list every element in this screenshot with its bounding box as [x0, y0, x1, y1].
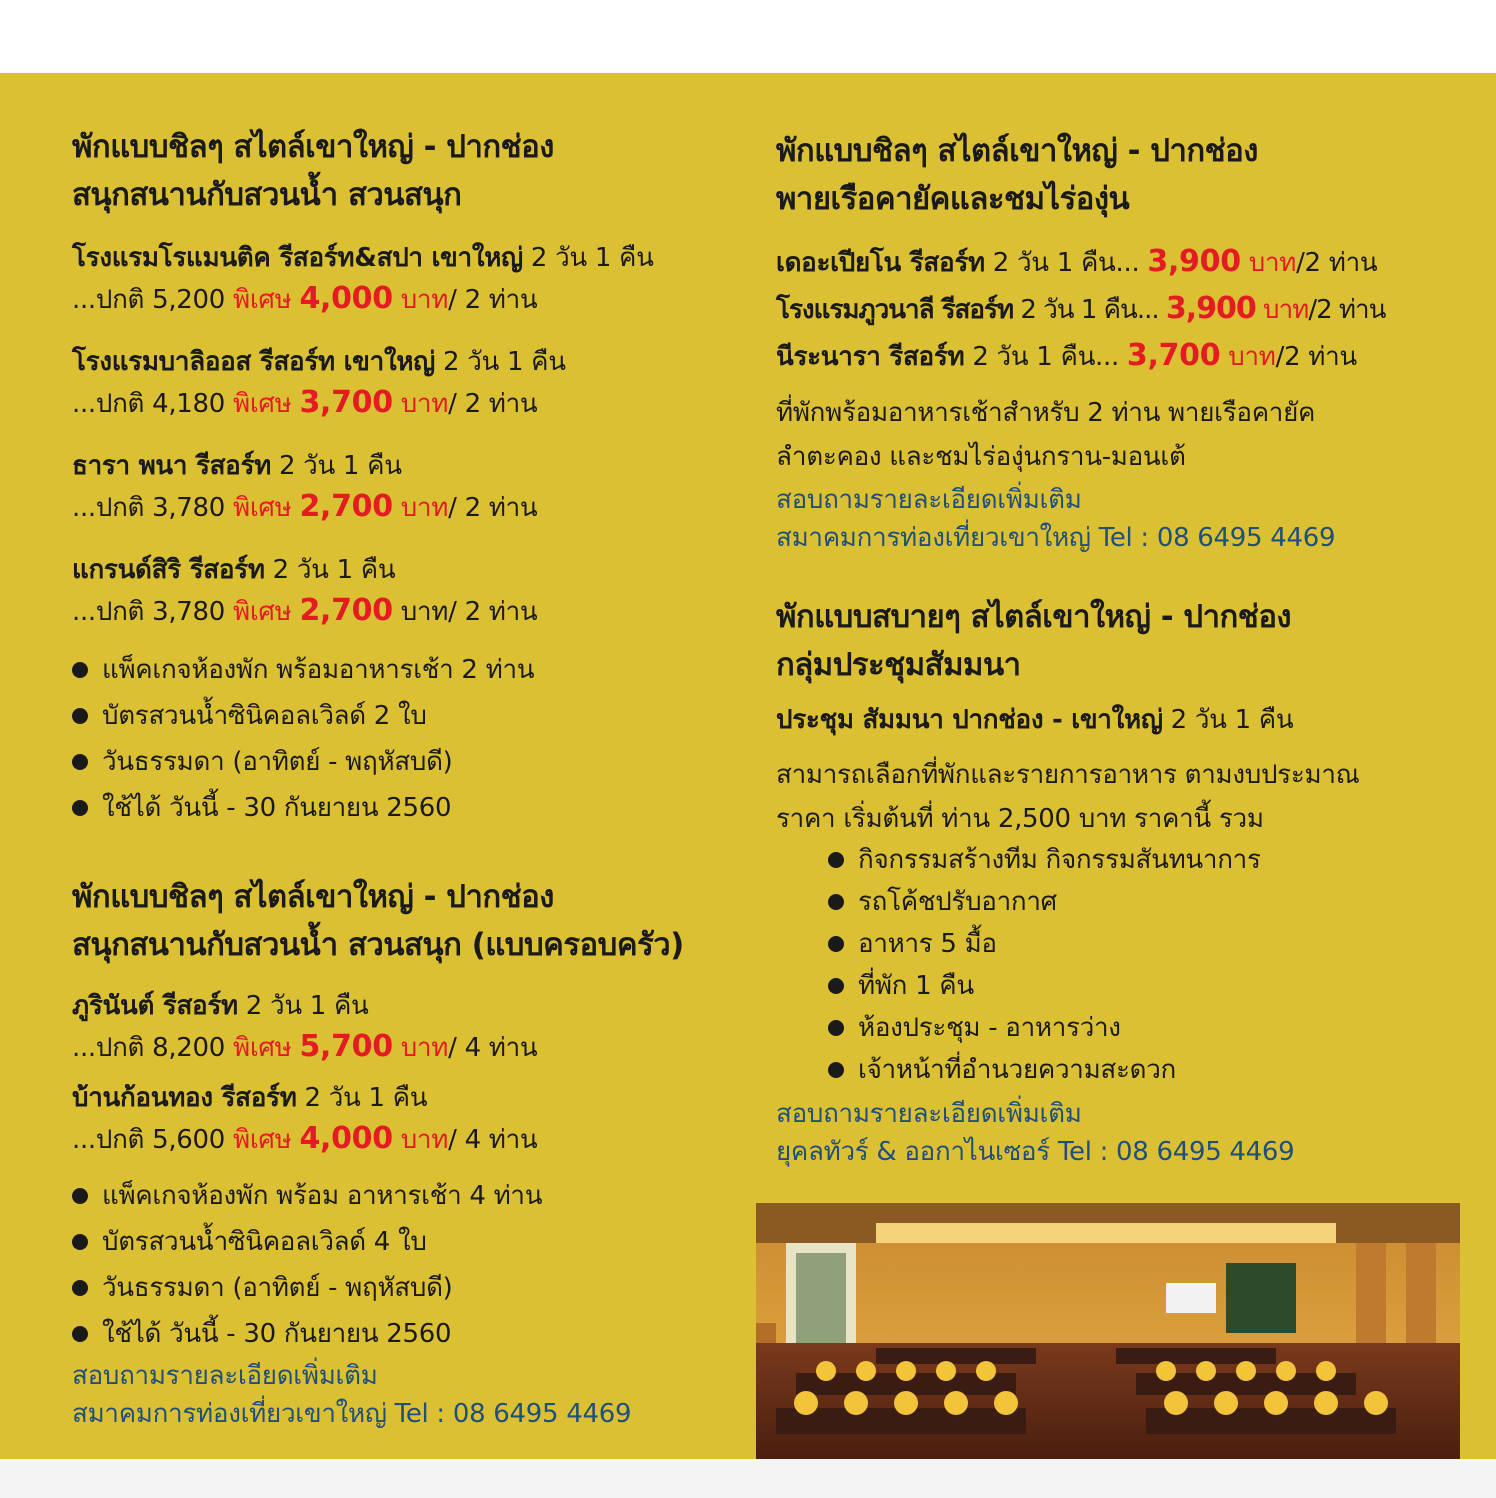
section-subtitle: สนุกสนานกับสวนน้ำ สวนสนุก — [72, 177, 462, 213]
normal-price: ...ปกติ 3,780 — [72, 597, 233, 627]
bottom-strip — [0, 1459, 1496, 1498]
list-item: รถโค้ชปรับอากาศ — [828, 881, 1261, 923]
special-label: พิเศษ — [233, 389, 300, 419]
stay-duration: 2 วัน 1 คืน — [264, 555, 396, 585]
hotel-name: นีระนารา รีสอร์ท — [776, 342, 965, 372]
section-subtitle: กลุ่มประชุมสัมมนา — [776, 647, 1021, 683]
stay-duration: 2 วัน 1 คืน — [271, 451, 402, 481]
contact-block — [776, 481, 1335, 557]
hotel-name: ภูรินันต์ รีสอร์ท — [72, 991, 238, 1021]
normal-price: ...ปกติ 3,780 — [72, 493, 233, 523]
bullet-icon — [72, 800, 88, 816]
section-title: พักแบบชิลๆ สไตล์เขาใหญ่ - ปากช่อง — [72, 129, 554, 165]
price-unit: บาท — [392, 597, 449, 627]
normal-price: ...ปกติ 8,200 — [72, 1033, 233, 1063]
hotel-offer — [776, 286, 1385, 333]
promo-panel — [0, 73, 1496, 1459]
special-label: พิเศษ — [233, 285, 300, 315]
special-label: พิเศษ — [233, 493, 300, 523]
hotel-offer — [776, 239, 1385, 286]
price-per: / 4 ท่าน — [448, 1125, 538, 1155]
stay-duration: 2 วัน 1 คืน — [296, 1083, 428, 1113]
contact-block — [776, 1095, 1294, 1171]
seminar-headline — [776, 699, 1293, 741]
price-unit: บาท — [392, 285, 449, 315]
bullet-icon — [828, 1062, 844, 1078]
hotel-offer — [72, 549, 537, 632]
special-price: 2,700 — [299, 489, 393, 524]
hotel-price-list — [776, 239, 1385, 380]
contact-phone[interactable]: สมาคมการท่องเที่ยวเขาใหญ่ Tel : 08 6495 4469 — [776, 523, 1336, 553]
price-unit: บาท — [1255, 295, 1309, 325]
bullet-icon — [828, 978, 844, 994]
price-per: / 2 ท่าน — [448, 597, 538, 627]
description-line: สามารถเลือกที่พักและรายการอาหาร ตามงบประมาณ — [776, 760, 1360, 790]
list-item: แพ็คเกจห้องพัก พร้อมอาหารเช้า 2 ท่าน — [72, 647, 534, 693]
price-unit: บาท — [392, 1033, 449, 1063]
special-price: 3,700 — [299, 385, 393, 420]
list-item: แพ็คเกจห้องพัก พร้อม อาหารเช้า 4 ท่าน — [72, 1173, 542, 1219]
package-description — [776, 391, 1315, 479]
contact-heading: สอบถามรายละเอียดเพิ่มเติม — [776, 1099, 1082, 1129]
stay-duration: 2 วัน 1 คืน... — [1013, 295, 1166, 325]
contact-heading: สอบถามรายละเอียดเพิ่มเติม — [776, 485, 1082, 515]
bullet-icon — [72, 1234, 88, 1250]
normal-price: ...ปกติ 5,600 — [72, 1125, 233, 1155]
price-per: / 2 ท่าน — [448, 389, 538, 419]
stay-duration: 2 วัน 1 คืน — [1162, 705, 1294, 735]
description-line: ราคา เริ่มต้นที่ ท่าน 2,500 บาท ราคานี้ รวม — [776, 804, 1264, 834]
list-item: ห้องประชุม - อาหารว่าง — [828, 1007, 1261, 1049]
section-subtitle: พายเรือคายัคและชมไร่องุ่น — [776, 181, 1130, 217]
stay-duration: 2 วัน 1 คืน — [522, 243, 654, 273]
price-unit: บาท — [1240, 248, 1297, 278]
special-label: พิเศษ — [233, 597, 300, 627]
section-title: พักแบบชิลๆ สไตล์เขาใหญ่ - ปากช่อง — [72, 879, 554, 915]
price-unit: บาท — [1220, 342, 1276, 372]
bullet-icon — [72, 1280, 88, 1296]
section-subtitle: สนุกสนานกับสวนน้ำ สวนสนุก (แบบครอบครัว) — [72, 927, 684, 963]
special-label: พิเศษ — [233, 1125, 300, 1155]
contact-block — [72, 1357, 631, 1433]
normal-price: ...ปกติ 5,200 — [72, 285, 233, 315]
list-item: บัตรสวนน้ำซินิคอลเวิลด์ 4 ใบ — [72, 1219, 542, 1265]
package-bullets — [72, 1173, 542, 1357]
price-per: /2 ท่าน — [1275, 342, 1357, 372]
special-price: 3,900 — [1165, 291, 1256, 326]
normal-price: ...ปกติ 4,180 — [72, 389, 233, 419]
bullet-icon — [72, 708, 88, 724]
contact-phone[interactable]: สมาคมการท่องเที่ยวเขาใหญ่ Tel : 08 6495 4469 — [72, 1399, 632, 1429]
seminar-bullets — [828, 839, 1261, 1091]
hotel-offer — [776, 333, 1385, 380]
bullet-icon — [72, 1188, 88, 1204]
list-item: ใช้ได้ วันนี้ - 30 กันยายน 2560 — [72, 1311, 542, 1357]
stay-duration: 2 วัน 1 คืน... — [984, 248, 1148, 278]
contact-phone[interactable]: ยุคลทัวร์ & ออกาไนเซอร์ Tel : 08 6495 4469 — [776, 1137, 1295, 1167]
hotel-offer — [72, 985, 537, 1068]
meeting-room-illustration — [756, 1203, 1460, 1459]
special-price: 3,900 — [1147, 244, 1241, 279]
hotel-name: บ้านก้อนทอง รีสอร์ท — [72, 1083, 297, 1113]
hotel-offer — [72, 237, 654, 320]
price-per: / 4 ท่าน — [448, 1033, 538, 1063]
list-item: วันธรรมดา (อาทิตย์ - พฤหัสบดี) — [72, 1265, 542, 1311]
list-item: บัตรสวนน้ำซินิคอลเวิลด์ 2 ใบ — [72, 693, 534, 739]
price-per: / 2 ท่าน — [448, 285, 538, 315]
list-item: อาหาร 5 มื้อ — [828, 923, 1261, 965]
section-title: พักแบบสบายๆ สไตล์เขาใหญ่ - ปากช่อง — [776, 599, 1292, 635]
stay-duration: 2 วัน 1 คืน — [237, 991, 369, 1021]
price-unit: บาท — [392, 493, 449, 523]
bullet-icon — [828, 894, 844, 910]
hotel-name: ธารา พนา รีสอร์ท — [72, 451, 272, 481]
special-price: 5,700 — [299, 1029, 393, 1064]
price-per: /2 ท่าน — [1308, 295, 1386, 325]
section-title: พักแบบชิลๆ สไตล์เขาใหญ่ - ปากช่อง — [776, 133, 1258, 169]
special-price: 4,000 — [299, 281, 393, 316]
hotel-name: แกรนด์สิริ รีสอร์ท — [72, 555, 265, 585]
price-unit: บาท — [392, 389, 449, 419]
special-price: 2,700 — [299, 593, 393, 628]
hotel-offer — [72, 445, 537, 528]
description-line: ที่พักพร้อมอาหารเช้าสำหรับ 2 ท่าน พายเรือคายัค — [776, 398, 1316, 428]
special-price: 4,000 — [299, 1121, 393, 1156]
list-item: เจ้าหน้าที่อำนวยความสะดวก — [828, 1049, 1261, 1091]
bullet-icon — [72, 754, 88, 770]
list-item: ที่พัก 1 คืน — [828, 965, 1261, 1007]
price-unit: บาท — [392, 1125, 449, 1155]
stay-duration: 2 วัน 1 คืน — [435, 347, 566, 377]
stay-duration: 2 วัน 1 คืน... — [964, 342, 1127, 372]
price-per: / 2 ท่าน — [448, 493, 538, 523]
description-line: ลำตะคอง และชมไร่องุ่นกราน-มอนเต้ — [776, 442, 1186, 472]
contact-heading: สอบถามรายละเอียดเพิ่มเติม — [72, 1361, 378, 1391]
hotel-offer — [72, 341, 566, 424]
hotel-offer — [72, 1077, 537, 1160]
special-price: 3,700 — [1126, 338, 1221, 373]
bullet-icon — [828, 936, 844, 952]
hotel-name: โรงแรมภูวนาลี รีสอร์ท — [776, 295, 1014, 325]
special-label: พิเศษ — [233, 1033, 300, 1063]
bullet-icon — [828, 1020, 844, 1036]
list-item: กิจกรรมสร้างทีม กิจกรรมสันทนาการ — [828, 839, 1261, 881]
hotel-name: โรงแรมบาลิออส รีสอร์ท เขาใหญ่ — [72, 347, 436, 377]
list-item: วันธรรมดา (อาทิตย์ - พฤหัสบดี) — [72, 739, 534, 785]
meeting-room-photo — [756, 1203, 1460, 1459]
seminar-description — [776, 753, 1359, 841]
price-per: /2 ท่าน — [1296, 248, 1378, 278]
list-item: ใช้ได้ วันนี้ - 30 กันยายน 2560 — [72, 785, 534, 831]
bullet-icon — [72, 662, 88, 678]
bullet-icon — [72, 1326, 88, 1342]
package-bullets — [72, 647, 534, 831]
seminar-title: ประชุม สัมมนา ปากช่อง - เขาใหญ่ — [776, 705, 1163, 735]
bullet-icon — [828, 852, 844, 868]
hotel-name: โรงแรมโรแมนติค รีสอร์ท&สปา เขาใหญ่ — [72, 243, 523, 273]
hotel-name: เดอะเปียโน รีสอร์ท — [776, 248, 985, 278]
